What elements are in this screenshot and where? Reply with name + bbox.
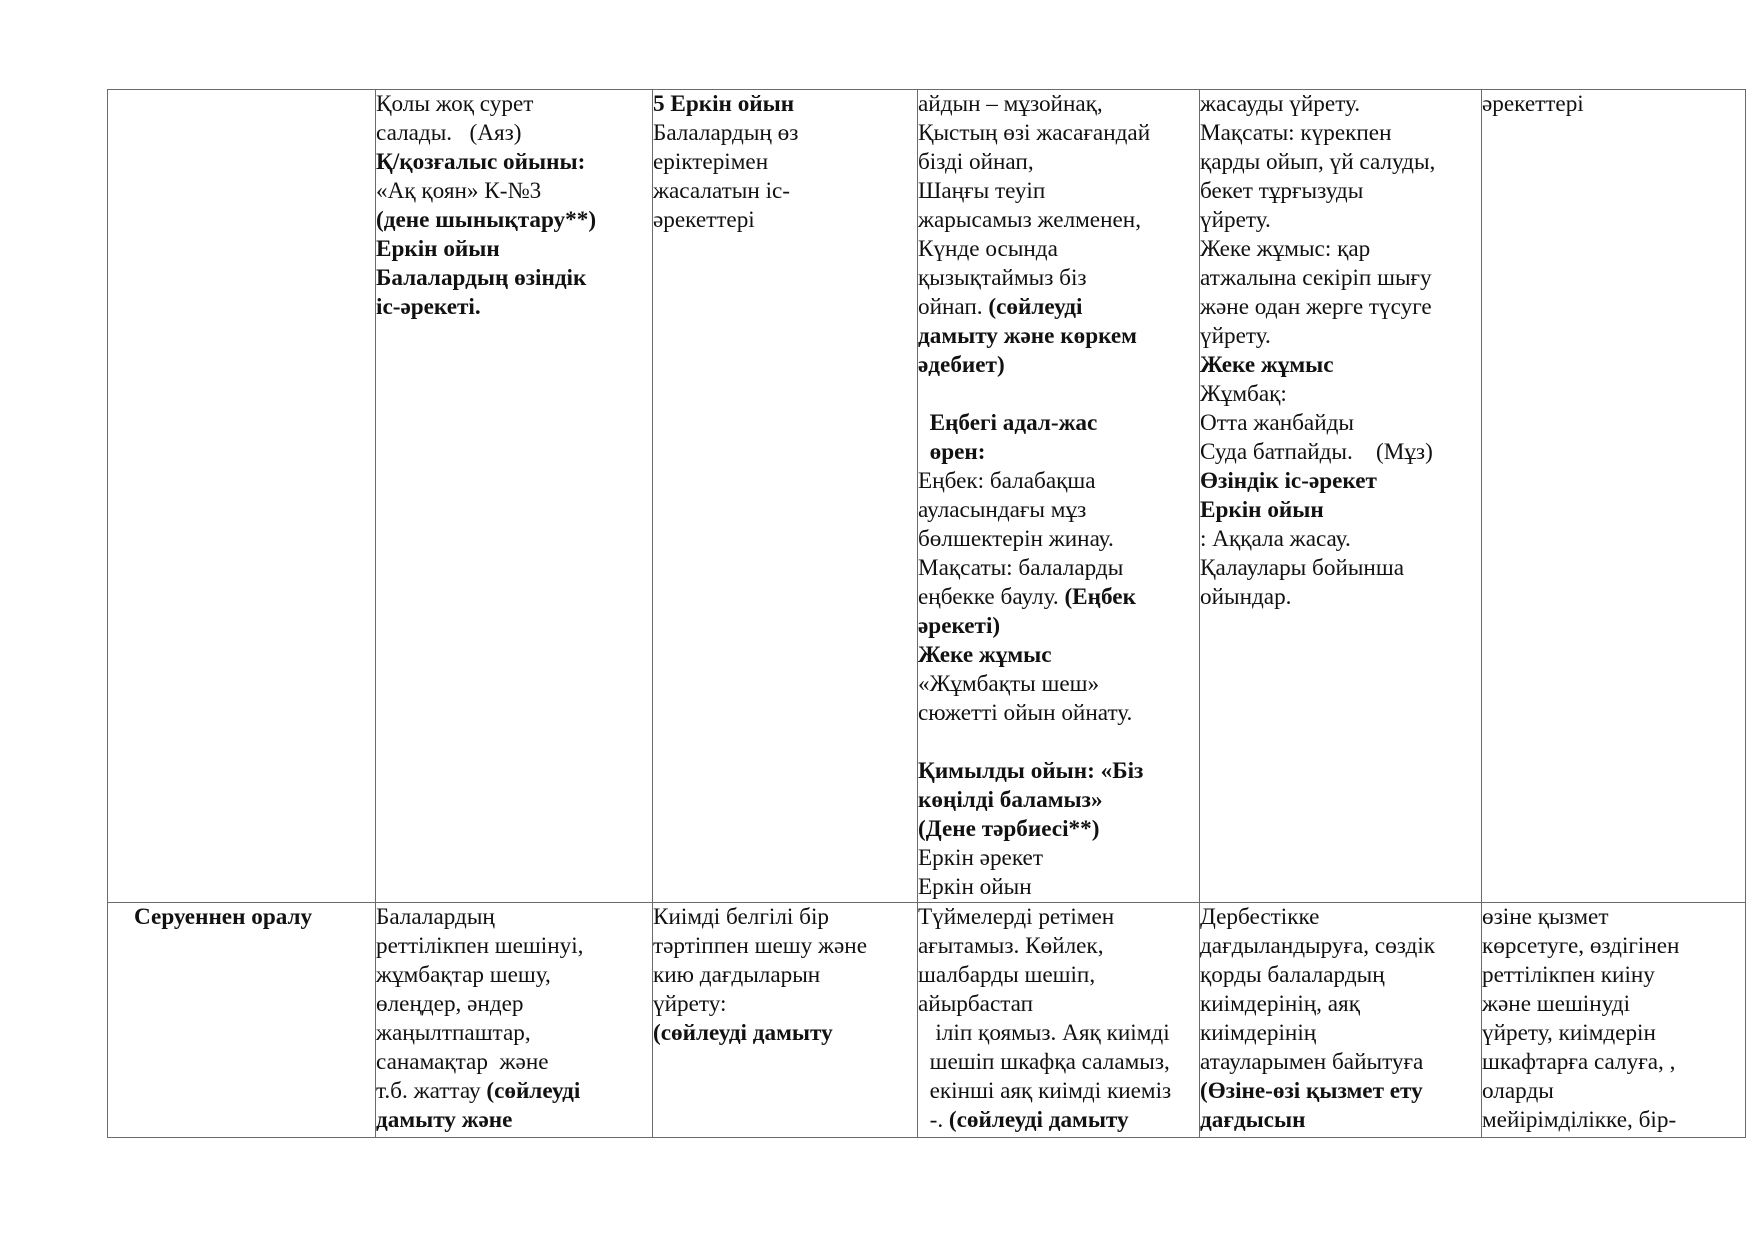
bold-text: көңілді баламыз» — [918, 787, 1103, 813]
text: киімдерінің, аяқ — [1200, 991, 1360, 1017]
cell-line — [918, 961, 1199, 990]
text: кию дағдыларын — [653, 962, 821, 988]
cell-line — [918, 815, 1199, 844]
cell-line — [1482, 961, 1745, 990]
text: шкафтарға салуға, , — [1482, 1049, 1676, 1075]
cell-line — [1200, 903, 1481, 932]
cell-line — [376, 119, 652, 148]
bold-text: (сөйлеуді — [486, 1078, 581, 1104]
bold-text: Еркін ойын — [1200, 497, 1324, 523]
cell-line — [653, 961, 917, 990]
text: : Аққала жасау. — [1200, 526, 1351, 552]
cell-line — [918, 728, 1199, 757]
cell-line — [1200, 990, 1481, 1019]
text: Отта жанбайды — [1200, 410, 1354, 436]
cell-line — [1200, 1077, 1481, 1106]
text: екінші аяқ киімді киеміз — [918, 1078, 1172, 1104]
cell-line — [653, 119, 917, 148]
bold-text: (дене шынықтару**) — [376, 207, 597, 233]
cell-line — [376, 1106, 652, 1135]
cell-line — [1482, 932, 1745, 961]
cell-line — [1200, 351, 1481, 380]
cell-line — [918, 293, 1199, 322]
cell-line — [1200, 206, 1481, 235]
bold-text: (сөйлеуді — [988, 294, 1083, 320]
bold-text: дамыту және көркем — [918, 323, 1137, 349]
cell-line — [1200, 1019, 1481, 1048]
text: «Ақ қоян» К-№3 — [376, 178, 542, 204]
cell-line — [1200, 961, 1481, 990]
text: сюжетті ойын ойнату. — [918, 700, 1133, 726]
text: «Жұмбақты шеш» — [918, 671, 1100, 697]
cell-line — [1200, 119, 1481, 148]
text: ағытамыз. Көйлек, — [918, 933, 1104, 959]
bold-text: Балалардың өзіндік — [376, 265, 587, 291]
text: Еркін әрекет — [918, 845, 1043, 871]
bold-text: әдебиет) — [918, 352, 1005, 378]
text: әрекеттері — [653, 207, 755, 233]
schedule-table — [107, 89, 1746, 1138]
bold-text: Жеке жұмыс — [1200, 352, 1334, 378]
cell-line — [376, 206, 652, 235]
cell-line — [918, 409, 1199, 438]
cell-line — [1200, 177, 1481, 206]
cell-line — [918, 206, 1199, 235]
text: Қалаулары бойынша — [1200, 555, 1404, 581]
text: айдын – мұзойнақ, — [918, 91, 1103, 117]
bold-text: (Өзіне-өзі қызмет ету — [1200, 1078, 1423, 1104]
text: жасалатын іс- — [653, 178, 791, 204]
row2-col3-cell — [653, 903, 918, 1138]
bold-text: (сөйлеуді дамыту — [948, 1107, 1129, 1133]
cell-line — [918, 903, 1199, 932]
cell-line — [918, 873, 1199, 902]
text: ойындар. — [1200, 584, 1292, 610]
table-row — [108, 90, 1746, 903]
cell-line — [1200, 583, 1481, 612]
cell-line — [918, 844, 1199, 873]
text: және одан жерге түсуге — [1200, 294, 1432, 320]
cell-line — [376, 235, 652, 264]
text: оларды — [1482, 1078, 1554, 1104]
cell-line — [1200, 1106, 1481, 1135]
text: әрекеттері — [1482, 91, 1584, 117]
cell-line — [1200, 1048, 1481, 1077]
text: өлеңдер, әндер — [376, 991, 524, 1017]
cell-line — [918, 90, 1199, 119]
text: Суда батпайды. (Мұз) — [1200, 439, 1433, 465]
cell-line — [1200, 554, 1481, 583]
text: еріктерімен — [653, 149, 769, 175]
text: Киімді белгілі бір — [653, 904, 829, 930]
bold-text: өрен: — [918, 439, 986, 465]
cell-line — [1482, 1048, 1745, 1077]
cell-line — [918, 699, 1199, 728]
text: салады. (Аяз) — [376, 120, 522, 146]
cell-line — [1482, 1019, 1745, 1048]
cell-line — [1482, 1077, 1745, 1106]
cell-line — [918, 1077, 1199, 1106]
cell-line — [918, 380, 1199, 409]
text: Қыстың өзі жасағандай — [918, 120, 1151, 146]
cell-line — [1200, 409, 1481, 438]
text: жарысамыз желменен, — [918, 207, 1142, 233]
bold-text: Еңбегі адал-жас — [918, 410, 1098, 436]
cell-line — [376, 148, 652, 177]
row2-col5-cell — [1200, 903, 1482, 1138]
text: қызықтаймыз біз — [918, 265, 1087, 291]
row1-col6-cell — [1482, 90, 1746, 903]
text: жұмбақтар шешу, — [376, 962, 551, 988]
cell-line — [376, 264, 652, 293]
cell-line — [918, 438, 1199, 467]
bold-text: әрекеті) — [918, 613, 1001, 639]
text: Еңбек: балабақша — [918, 468, 1096, 494]
bold-text: Жеке жұмыс — [918, 642, 1052, 668]
cell-line — [1200, 264, 1481, 293]
cell-line — [918, 119, 1199, 148]
text: Балалардың — [376, 904, 495, 930]
cell-line — [1200, 293, 1481, 322]
cell-line — [918, 641, 1199, 670]
cell-line — [918, 264, 1199, 293]
text: үйрету. — [1200, 323, 1271, 349]
bold-text: Өзіндік іс-әрекет — [1200, 468, 1377, 494]
cell-line — [918, 583, 1199, 612]
text: үйрету: — [653, 991, 727, 1017]
bold-text: (Дене тәрбиесі**) — [918, 816, 1100, 842]
cell-line — [376, 932, 652, 961]
text: реттілікпен киіну — [1482, 962, 1655, 988]
bold-text: (сөйлеуді дамыту — [653, 1020, 833, 1046]
cell-line — [376, 961, 652, 990]
text: Еркін ойын — [918, 874, 1032, 900]
cell-line — [653, 206, 917, 235]
cell-line — [918, 1106, 1199, 1135]
cell-line — [918, 1019, 1199, 1048]
table-row — [108, 903, 1746, 1138]
text: жасауды үйрету. — [1200, 91, 1361, 117]
cell-line — [1482, 1106, 1745, 1135]
bold-text: Қимылды ойын: «Біз — [918, 758, 1144, 784]
text: көрсетуге, өздігінен — [1482, 933, 1680, 959]
cell-line — [653, 90, 917, 119]
text: санамақтар және — [376, 1049, 549, 1075]
text: өзіне қызмет — [1482, 904, 1609, 930]
cell-line — [653, 148, 917, 177]
cell-line — [134, 903, 375, 932]
cell-line — [376, 293, 652, 322]
text: Мақсаты: күрекпен — [1200, 120, 1392, 146]
cell-line — [918, 670, 1199, 699]
cell-line — [918, 757, 1199, 786]
text: еңбекке баулу. — [918, 584, 1065, 610]
cell-line — [1200, 496, 1481, 525]
text: шешіп шкафқа саламыз, — [918, 1049, 1170, 1075]
cell-line — [376, 177, 652, 206]
text: мейірімділікке, бір- — [1482, 1107, 1677, 1133]
text: Шаңғы теуіп — [918, 178, 1046, 204]
row1-col1-cell — [108, 90, 376, 903]
cell-line — [1200, 148, 1481, 177]
cell-line — [376, 903, 652, 932]
cell-line — [653, 903, 917, 932]
bold-text: 5 Еркін ойын — [653, 91, 795, 117]
cell-line — [376, 1019, 652, 1048]
cell-line — [918, 612, 1199, 641]
cell-line — [653, 990, 917, 1019]
cell-line — [918, 990, 1199, 1019]
text: ойнап. — [918, 294, 989, 320]
cell-line — [918, 525, 1199, 554]
text: Түймелерді ретімен — [918, 904, 1115, 930]
row1-col3-cell — [653, 90, 918, 903]
text: дағдыландыруға, сөздік — [1200, 933, 1436, 959]
row1-col4-cell — [918, 90, 1200, 903]
text: Қолы жоқ сурет — [376, 91, 534, 117]
text: атауларымен байытуға — [1200, 1049, 1424, 1075]
text: қорды балалардың — [1200, 962, 1385, 988]
row1-col5-cell — [1200, 90, 1482, 903]
cell-line — [918, 496, 1199, 525]
text: және шешінуді — [1482, 991, 1631, 1017]
cell-line — [1200, 525, 1481, 554]
text: Балалардың өз — [653, 120, 799, 146]
cell-line — [1200, 380, 1481, 409]
text: Жеке жұмыс: қар — [1200, 236, 1371, 262]
bold-text: дағдысын — [1200, 1107, 1306, 1133]
text: киімдерінің — [1200, 1020, 1317, 1046]
cell-line — [376, 1048, 652, 1077]
text: тәртіппен шешу және — [653, 933, 868, 959]
bold-text: дамыту және — [376, 1107, 513, 1133]
bold-text: Қ/қозғалыс ойыны: — [376, 149, 586, 175]
text: реттілікпен шешінуі, — [376, 933, 584, 959]
text: үйрету. — [1200, 207, 1271, 233]
cell-line — [918, 235, 1199, 264]
bold-text: Еркін ойын — [376, 236, 500, 262]
bold-text: іс-әрекеті. — [376, 294, 481, 320]
cell-line — [653, 1019, 917, 1048]
row1-col2-cell — [376, 90, 653, 903]
text: шалбарды шешіп, — [918, 962, 1096, 988]
text: бізді ойнап, — [918, 149, 1034, 175]
text: ауласындағы мұз — [918, 497, 1087, 523]
cell-line — [918, 932, 1199, 961]
cell-line — [653, 932, 917, 961]
cell-line — [653, 177, 917, 206]
bold-text: (Еңбек — [1064, 584, 1136, 610]
text: Дербестікке — [1200, 904, 1320, 930]
cell-line — [1200, 438, 1481, 467]
text: Мақсаты: балаларды — [918, 555, 1124, 581]
cell-line — [376, 990, 652, 1019]
cell-line — [918, 148, 1199, 177]
text: т.б. жаттау — [376, 1078, 487, 1104]
cell-line — [1200, 90, 1481, 119]
text: қарды ойып, үй салуды, — [1200, 149, 1436, 175]
text: -. — [918, 1107, 949, 1133]
cell-line — [1482, 903, 1745, 932]
row2-col4-cell — [918, 903, 1200, 1138]
cell-line — [376, 90, 652, 119]
cell-line — [1200, 322, 1481, 351]
cell-line — [376, 1077, 652, 1106]
row2-col2-cell — [376, 903, 653, 1138]
text: бөлшектерін жинау. — [918, 526, 1114, 552]
cell-line — [918, 322, 1199, 351]
cell-line — [1482, 990, 1745, 1019]
cell-line — [918, 351, 1199, 380]
text: үйрету, киімдерін — [1482, 1020, 1656, 1046]
row2-col1-cell — [108, 903, 376, 1138]
cell-line — [918, 554, 1199, 583]
text: бекет тұрғызуды — [1200, 178, 1364, 204]
text: айырбастап — [918, 991, 1034, 1017]
text: атжалына секіріп шығу — [1200, 265, 1432, 291]
text: іліп қоямыз. Аяқ киімді — [918, 1020, 1170, 1046]
cell-line — [1200, 932, 1481, 961]
cell-line — [918, 177, 1199, 206]
bold-text: Серуеннен оралу — [134, 904, 313, 930]
cell-line — [1200, 235, 1481, 264]
cell-line — [918, 786, 1199, 815]
cell-line — [1482, 90, 1745, 119]
row2-col6-cell — [1482, 903, 1746, 1138]
cell-line — [918, 467, 1199, 496]
cell-line — [1200, 467, 1481, 496]
text: Күнде осында — [918, 236, 1058, 262]
cell-line — [918, 1048, 1199, 1077]
text: жаңылтпаштар, — [376, 1020, 531, 1046]
text: Жұмбақ: — [1200, 381, 1287, 407]
